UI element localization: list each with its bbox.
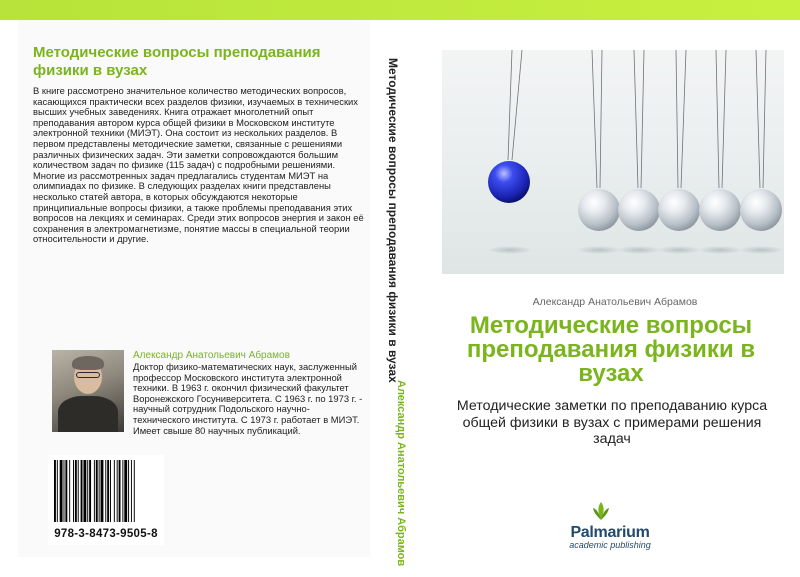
back-author-name: Александр Анатольевич Абрамов — [133, 350, 290, 361]
front-subtitle: Методические заметки по преподаванию курса общей физики в вузах с примерами решения задач — [456, 398, 768, 447]
isbn: 978-3-8473-9505-8 — [54, 528, 158, 540]
spine-title: Методические вопросы преподавания физики в вузах — [386, 58, 400, 383]
spine-author: Александр Анатольевич Абрамов — [395, 380, 407, 567]
back-description: В книге рассмотрено значительное количество методических вопросов, касающихся практически всех разделов физики, изучаемых в технических высших учебных заведениях. Книга отражает многолетний опыт преподавания автором курса общей физики в Московском институте электронной техники (МИЭТ). Она состоит из нескольких разделов. В первом представлены методические заметки, связанные с решениями различных физических задач. Эти заметки сопровождаются большим количеством задач по физике (115 задач) с подробными решениями. Многие из рассмотренных задач предлагались студентам МИЭТ на олимпиадах по физике. В следующих разделах книги представлены несколько статей автора, в которых обсуждаются некоторые принципиальные вопросы физики, а также проблемы преподавания этих вопросов на лекциях и семинарах. Среди этих вопросов энергия и закон её сохранения в электромагнетизме, понятие массы в специальной теории относительности и другие. — [33, 85, 364, 245]
publisher-subtitle: academic publishing — [569, 540, 651, 550]
back-title: Методические вопросы преподавания физики в вузах — [33, 44, 321, 79]
newtons-cradle-drawing — [442, 50, 784, 274]
barcode-bars — [54, 460, 158, 522]
palmarium-logo-icon — [590, 500, 612, 522]
back-author-bio: Доктор физико-математических наук, заслуженный профессор Московского института электронной техники. В 1963 г. окончил физический факультет Воронежского Госуниверситета. С 1963 г. по 1973 г. - научный сотрудник Подольского научно-технического института. С 1973 г. работает в МИЭТ. Имеет свыше 80 научных публикаций. — [133, 361, 363, 436]
publisher-logo — [540, 500, 680, 550]
front-author: Александр Анатольевич Абрамов — [532, 296, 698, 308]
front-title: Методические вопросы преподавания физики в вузах — [466, 312, 756, 387]
publisher-name: Palmarium — [570, 524, 650, 541]
newtons-cradle-image — [442, 50, 784, 274]
author-photo — [52, 350, 124, 432]
top-color-band — [0, 0, 800, 20]
